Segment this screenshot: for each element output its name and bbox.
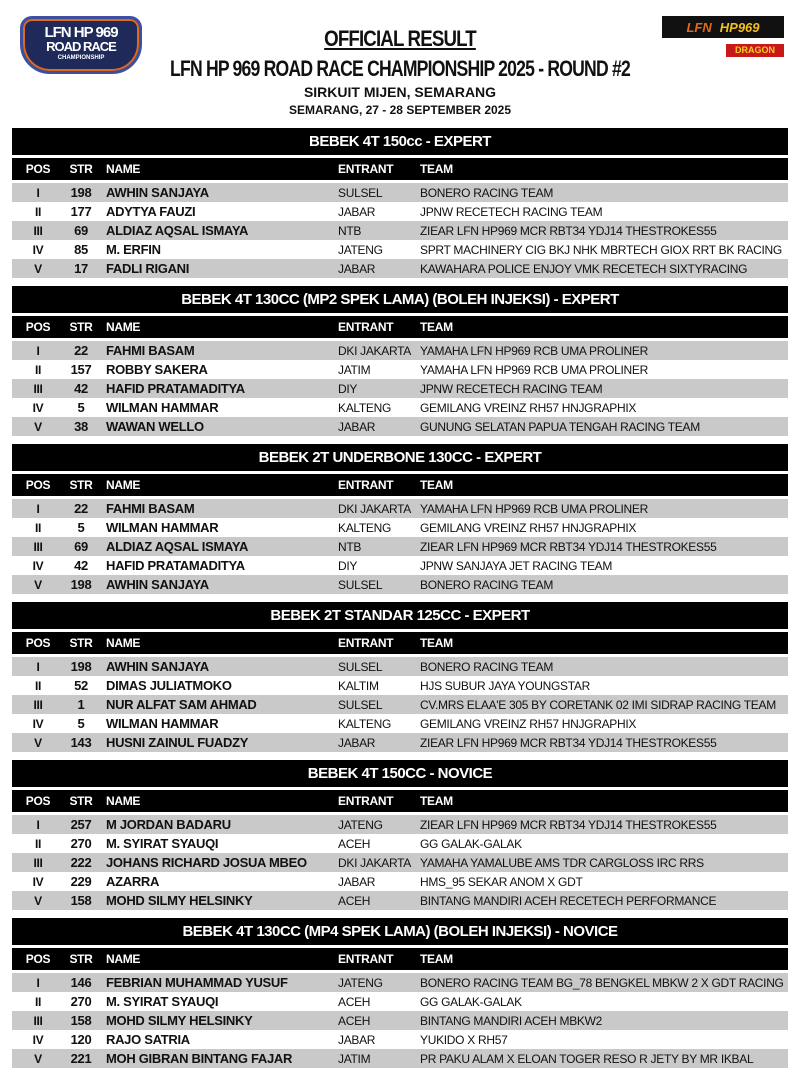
cell-name: DIMAS JULIATMOKO [106, 678, 232, 693]
cell-team: BINTANG MANDIRI ACEH MBKW2 [420, 1013, 602, 1028]
column-header-name: NAME [106, 162, 141, 176]
column-header-name: NAME [106, 952, 141, 966]
cell-name: ALDIAZ AQSAL ISMAYA [106, 539, 249, 554]
table-row [12, 815, 788, 834]
cell-name: M JORDAN BADARU [106, 817, 231, 832]
cell-name: M. ERFIN [106, 242, 161, 257]
cell-pos: IV [32, 874, 44, 889]
table-row [12, 1011, 788, 1030]
column-header-str: STR [69, 952, 93, 966]
cell-entrant: JABAR [338, 204, 376, 219]
cell-str: 22 [74, 343, 88, 358]
cell-pos: IV [32, 1032, 44, 1047]
cell-pos: IV [32, 716, 44, 731]
table-row [12, 398, 788, 417]
column-header-name: NAME [106, 636, 141, 650]
cell-str: 270 [70, 994, 92, 1009]
sponsor-logo-lfn-hp969: LFN HP969 [662, 16, 784, 38]
cell-str: 257 [70, 817, 92, 832]
cell-str: 38 [74, 419, 88, 434]
cell-entrant: SULSEL [338, 577, 383, 592]
table-row [12, 360, 788, 379]
cell-str: 270 [70, 836, 92, 851]
column-header-pos: POS [25, 162, 51, 176]
column-header-entrant: ENTRANT [338, 794, 394, 808]
column-header-entrant: ENTRANT [338, 478, 394, 492]
table-row [12, 992, 788, 1011]
cell-entrant: NTB [338, 539, 362, 554]
page-header [0, 0, 800, 125]
cell-name: M. SYIRAT SYAUQI [106, 836, 219, 851]
cell-team: JPNW RECETECH RACING TEAM [420, 204, 603, 219]
cell-name: WILMAN HAMMAR [106, 716, 219, 731]
table-row [12, 556, 788, 575]
cell-pos: V [34, 261, 42, 276]
cell-team: GUNUNG SELATAN PAPUA TENGAH RACING TEAM [420, 419, 700, 434]
column-header-row [12, 316, 788, 338]
cell-str: 198 [70, 577, 92, 592]
cell-name: HAFID PRATAMADITYA [106, 558, 245, 573]
cell-str: 158 [70, 893, 92, 908]
cell-str: 22 [74, 501, 88, 516]
column-header-str: STR [69, 162, 93, 176]
cell-pos: IV [32, 242, 44, 257]
table-row [12, 259, 788, 278]
cell-team: ZIEAR LFN HP969 MCR RBT34 YDJ14 THESTROKES55 [420, 735, 717, 750]
cell-str: 198 [70, 185, 92, 200]
cell-team: ZIEAR LFN HP969 MCR RBT34 YDJ14 THESTROKES55 [420, 539, 717, 554]
cell-team: GG GALAK-GALAK [420, 836, 522, 851]
cell-pos: II [34, 520, 42, 535]
table-row [12, 676, 788, 695]
cell-team: HJS SUBUR JAYA YOUNGSTAR [420, 678, 590, 693]
cell-entrant: KALTENG [338, 716, 392, 731]
column-header-name: NAME [106, 478, 141, 492]
cell-name: AWHIN SANJAYA [106, 185, 209, 200]
cell-str: 52 [74, 678, 88, 693]
cell-entrant: DKI JAKARTA [338, 501, 411, 516]
cell-team: ZIEAR LFN HP969 MCR RBT34 YDJ14 THESTROKES55 [420, 223, 717, 238]
cell-team: BINTANG MANDIRI ACEH RECETECH PERFORMANCE [420, 893, 717, 908]
column-header-pos: POS [25, 636, 51, 650]
cell-pos: II [34, 362, 42, 377]
cell-name: FADLI RIGANI [106, 261, 190, 276]
cell-name: ROBBY SAKERA [106, 362, 208, 377]
cell-name: AZARRA [106, 874, 160, 889]
cell-str: 17 [74, 261, 88, 276]
cell-str: 229 [70, 874, 92, 889]
result-section [12, 444, 788, 594]
championship-logo: LFN HP 969 ROAD RACE CHAMPIONSHIP [20, 16, 142, 74]
cell-name: FAHMI BASAM [106, 343, 195, 358]
table-row [12, 575, 788, 594]
cell-entrant: JABAR [338, 1032, 376, 1047]
cell-str: 69 [74, 539, 88, 554]
cell-entrant: KALTENG [338, 520, 392, 535]
table-row [12, 417, 788, 436]
cell-pos: III [33, 697, 43, 712]
cell-pos: III [33, 381, 43, 396]
cell-pos: V [34, 577, 42, 592]
cell-str: 42 [74, 558, 88, 573]
table-row [12, 202, 788, 221]
cell-name: RAJO SATRIA [106, 1032, 190, 1047]
table-row [12, 1030, 788, 1049]
cell-pos: IV [32, 558, 44, 573]
cell-name: WILMAN HAMMAR [106, 400, 219, 415]
cell-entrant: ACEH [338, 836, 371, 851]
cell-entrant: JATENG [338, 975, 383, 990]
cell-name: MOH GIBRAN BINTANG FAJAR [106, 1051, 293, 1066]
column-header-team: TEAM [420, 952, 453, 966]
cell-team: YAMAHA LFN HP969 RCB UMA PROLINER [420, 362, 648, 377]
result-section [12, 918, 788, 1068]
cell-team: BONERO RACING TEAM [420, 185, 554, 200]
cell-pos: V [34, 893, 42, 908]
cell-name: AWHIN SANJAYA [106, 659, 209, 674]
cell-pos: III [33, 539, 43, 554]
cell-name: ALDIAZ AQSAL ISMAYA [106, 223, 249, 238]
cell-team: GEMILANG VREINZ RH57 HNJGRAPHIX [420, 520, 637, 535]
cell-team: PR PAKU ALAM X ELOAN TOGER RESO R JETY BY MR IKBAL [420, 1051, 754, 1066]
venue: SIRKUIT MIJEN, SEMARANG [303, 84, 497, 100]
cell-entrant: JATENG [338, 817, 383, 832]
table-row [12, 499, 788, 518]
cell-entrant: ACEH [338, 893, 371, 908]
class-title: BEBEK 2T STANDAR 125CC - EXPERT [12, 602, 788, 629]
column-header-row [12, 790, 788, 812]
cell-str: 158 [70, 1013, 92, 1028]
result-section [12, 286, 788, 436]
result-section [12, 760, 788, 910]
column-header-row [12, 474, 788, 496]
cell-team: ZIEAR LFN HP969 MCR RBT34 YDJ14 THESTROKES55 [420, 817, 717, 832]
cell-team: BONERO RACING TEAM [420, 659, 554, 674]
table-row [12, 973, 788, 992]
cell-entrant: KALTENG [338, 400, 392, 415]
cell-name: FAHMI BASAM [106, 501, 195, 516]
cell-team: SPRT MACHINERY CIG BKJ NHK MBRTECH GIOX RRT BK RACING [420, 242, 782, 257]
column-header-entrant: ENTRANT [338, 320, 394, 334]
column-header-str: STR [69, 794, 93, 808]
table-row [12, 695, 788, 714]
column-header-pos: POS [25, 320, 51, 334]
cell-str: 120 [70, 1032, 92, 1047]
event-dates: SEMARANG, 27 - 28 SEPTEMBER 2025 [288, 103, 512, 117]
cell-pos: V [34, 735, 42, 750]
column-header-name: NAME [106, 794, 141, 808]
cell-str: 85 [74, 242, 88, 257]
cell-team: YAMAHA YAMALUBE AMS TDR CARGLOSS IRC RRS [420, 855, 704, 870]
class-title: BEBEK 4T 130CC (MP2 SPEK LAMA) (BOLEH INJEKSI) - EXPERT [12, 286, 788, 313]
cell-entrant: JABAR [338, 419, 376, 434]
cell-entrant: NTB [338, 223, 362, 238]
table-row [12, 657, 788, 676]
result-section [12, 128, 788, 278]
cell-team: YAMAHA LFN HP969 RCB UMA PROLINER [420, 501, 648, 516]
column-header-team: TEAM [420, 636, 453, 650]
cell-team: JPNW SANJAYA JET RACING TEAM [420, 558, 613, 573]
table-row [12, 872, 788, 891]
cell-team: GEMILANG VREINZ RH57 HNJGRAPHIX [420, 400, 637, 415]
cell-team: BONERO RACING TEAM BG_78 BENGKEL MBKW 2 X GDT RACING [420, 975, 784, 990]
cell-team: KAWAHARA POLICE ENJOY VMK RECETECH SIXTYRACING [420, 261, 748, 276]
cell-entrant: SULSEL [338, 659, 383, 674]
cell-name: MOHD SILMY HELSINKY [106, 893, 253, 908]
cell-str: 177 [70, 204, 92, 219]
column-header-name: NAME [106, 320, 141, 334]
event-title: LFN HP 969 ROAD RACE CHAMPIONSHIP 2025 - ROUND #2 [170, 56, 630, 81]
cell-entrant: DKI JAKARTA [338, 855, 411, 870]
cell-pos: III [33, 855, 43, 870]
cell-pos: III [33, 1013, 43, 1028]
column-header-str: STR [69, 636, 93, 650]
cell-team: JPNW RECETECH RACING TEAM [420, 381, 603, 396]
cell-pos: I [36, 501, 40, 516]
cell-pos: IV [32, 400, 44, 415]
cell-name: AWHIN SANJAYA [106, 577, 209, 592]
cell-pos: II [34, 994, 42, 1009]
cell-pos: I [36, 185, 40, 200]
column-header-str: STR [69, 320, 93, 334]
cell-name: WILMAN HAMMAR [106, 520, 219, 535]
column-header-team: TEAM [420, 478, 453, 492]
document-title: OFFICIAL RESULT [324, 26, 476, 51]
cell-entrant: JABAR [338, 874, 376, 889]
class-title: BEBEK 4T 150CC - NOVICE [12, 760, 788, 787]
cell-pos: I [36, 343, 40, 358]
cell-pos: I [36, 817, 40, 832]
table-row [12, 518, 788, 537]
table-row [12, 733, 788, 752]
cell-pos: II [34, 204, 42, 219]
cell-name: MOHD SILMY HELSINKY [106, 1013, 253, 1028]
cell-pos: III [33, 223, 43, 238]
column-header-row [12, 948, 788, 970]
table-row [12, 853, 788, 872]
cell-team: HMS_95 SEKAR ANOM X GDT [420, 874, 583, 889]
table-row [12, 183, 788, 202]
cell-str: 146 [70, 975, 92, 990]
table-row [12, 714, 788, 733]
cell-entrant: DIY [338, 381, 358, 396]
column-header-pos: POS [25, 478, 51, 492]
cell-entrant: JABAR [338, 735, 376, 750]
column-header-row [12, 158, 788, 180]
cell-pos: V [34, 419, 42, 434]
cell-entrant: JATIM [338, 362, 371, 377]
cell-str: 143 [70, 735, 92, 750]
cell-entrant: SULSEL [338, 185, 383, 200]
cell-str: 5 [77, 716, 85, 731]
table-row [12, 1049, 788, 1068]
class-title: BEBEK 4T 150cc - EXPERT [12, 128, 788, 155]
column-header-entrant: ENTRANT [338, 952, 394, 966]
column-header-entrant: ENTRANT [338, 162, 394, 176]
cell-team: GEMILANG VREINZ RH57 HNJGRAPHIX [420, 716, 637, 731]
column-header-pos: POS [25, 794, 51, 808]
cell-name: NUR ALFAT SAM AHMAD [106, 697, 257, 712]
table-row [12, 537, 788, 556]
table-row [12, 891, 788, 910]
dragon-organizer-logo: DRAGON [726, 44, 784, 57]
cell-entrant: JATENG [338, 242, 383, 257]
column-header-pos: POS [25, 952, 51, 966]
cell-team: CV.MRS ELAA'E 305 BY CORETANK 02 IMI SIDRAP RACING TEAM [420, 697, 776, 712]
cell-team: YUKIDO X RH57 [420, 1032, 508, 1047]
column-header-team: TEAM [420, 162, 453, 176]
cell-str: 222 [70, 855, 92, 870]
cell-entrant: JATIM [338, 1051, 371, 1066]
cell-entrant: ACEH [338, 1013, 371, 1028]
cell-pos: V [34, 1051, 42, 1066]
cell-str: 1 [77, 697, 85, 712]
table-row [12, 379, 788, 398]
class-title: BEBEK 4T 130CC (MP4 SPEK LAMA) (BOLEH INJEKSI) - NOVICE [12, 918, 788, 945]
cell-entrant: ACEH [338, 994, 371, 1009]
cell-pos: II [34, 678, 42, 693]
table-row [12, 240, 788, 259]
table-row [12, 341, 788, 360]
column-header-team: TEAM [420, 794, 453, 808]
cell-name: JOHANS RICHARD JOSUA MBEO [106, 855, 307, 870]
cell-name: WAWAN WELLO [106, 419, 204, 434]
column-header-row [12, 632, 788, 654]
cell-str: 69 [74, 223, 88, 238]
cell-entrant: JABAR [338, 261, 376, 276]
cell-entrant: KALTIM [338, 678, 379, 693]
table-row [12, 834, 788, 853]
cell-entrant: DIY [338, 558, 358, 573]
cell-str: 42 [74, 381, 88, 396]
cell-name: ADYTYA FAUZI [106, 204, 196, 219]
result-section [12, 602, 788, 752]
cell-entrant: DKI JAKARTA [338, 343, 411, 358]
cell-str: 198 [70, 659, 92, 674]
column-header-entrant: ENTRANT [338, 636, 394, 650]
cell-team: GG GALAK-GALAK [420, 994, 522, 1009]
cell-name: HUSNI ZAINUL FUADZY [106, 735, 249, 750]
cell-name: M. SYIRAT SYAUQI [106, 994, 219, 1009]
cell-pos: I [36, 975, 40, 990]
cell-str: 221 [70, 1051, 92, 1066]
table-row [12, 221, 788, 240]
cell-pos: I [36, 659, 40, 674]
cell-name: FEBRIAN MUHAMMAD YUSUF [106, 975, 288, 990]
cell-name: HAFID PRATAMADITYA [106, 381, 245, 396]
cell-team: BONERO RACING TEAM [420, 577, 554, 592]
cell-pos: II [34, 836, 42, 851]
cell-entrant: SULSEL [338, 697, 383, 712]
cell-str: 5 [77, 520, 85, 535]
class-title: BEBEK 2T UNDERBONE 130CC - EXPERT [12, 444, 788, 471]
cell-str: 157 [70, 362, 92, 377]
column-header-str: STR [69, 478, 93, 492]
cell-team: YAMAHA LFN HP969 RCB UMA PROLINER [420, 343, 648, 358]
column-header-team: TEAM [420, 320, 453, 334]
cell-str: 5 [77, 400, 85, 415]
